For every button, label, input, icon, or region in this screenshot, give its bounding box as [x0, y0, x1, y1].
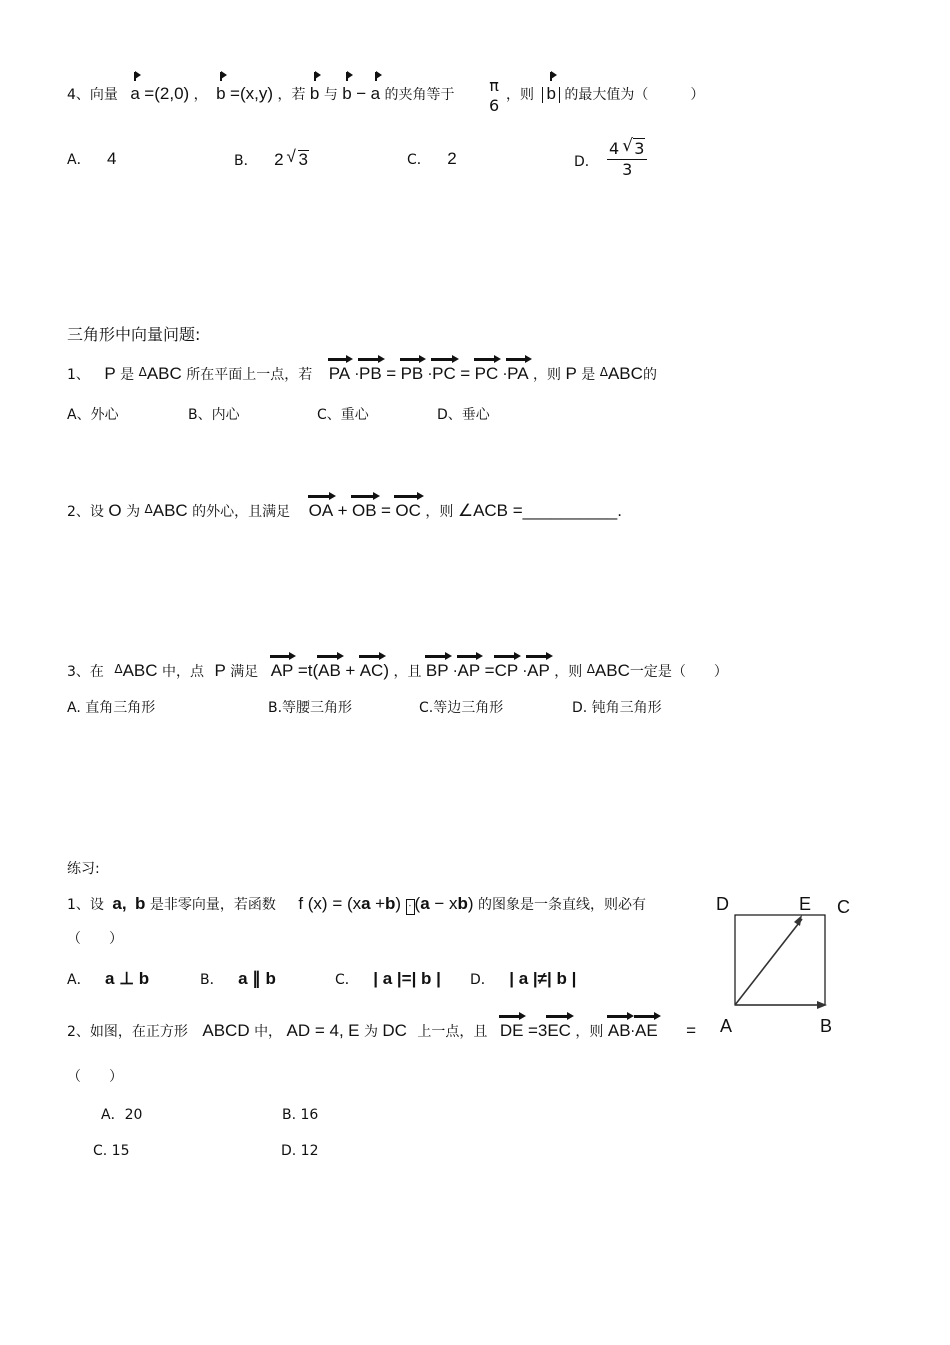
q4-option-b: B． 2√ 3	[234, 150, 309, 170]
p2-option-b: B. 16	[282, 1107, 319, 1123]
dot-box: ⋅	[406, 899, 415, 915]
vec-b3: b	[342, 84, 352, 103]
t1-option-b: B、内心	[188, 407, 240, 423]
six: 6	[489, 96, 500, 115]
label-a: A	[720, 1016, 733, 1036]
q4-option-a: A． 4	[67, 149, 117, 168]
square-diagram	[706, 884, 866, 1044]
q4-number: 4、向量	[67, 87, 118, 103]
pi: π	[489, 76, 499, 95]
ze-text: ，则	[506, 87, 534, 103]
t2-line: 2、设 O 为 ΔABC 的外心，且满足 OA + OB = OC ，则 ∠ACB =__________.	[67, 501, 622, 520]
t1-option-a: A、外心	[67, 407, 119, 423]
ruo-text: ，若	[277, 87, 306, 103]
q4-option-d-label: D．	[574, 154, 599, 170]
vector-ae	[735, 919, 802, 1005]
triangle-symbol: Δ	[138, 365, 147, 379]
p1-paren: （ ）	[67, 931, 123, 947]
q4-fraction	[486, 76, 502, 116]
a-value: =(2,0)	[144, 84, 190, 103]
t3-line: 3、在 ΔABC 中，点 P 满足 AP =t(AB + AC) ，且 BP ·AP =CP ·AP ，则 ΔABC一定是（ ）	[67, 661, 728, 680]
vec-a2: a	[370, 84, 381, 103]
p1-option-d: D． | a |≠| b |	[470, 969, 577, 988]
p2-option-d: D. 12	[281, 1143, 319, 1159]
yu-text: 与	[323, 87, 338, 103]
abs-b: b	[542, 87, 559, 103]
comma: ，	[193, 87, 208, 103]
p1-option-c: C． | a |=| b |	[335, 969, 441, 988]
label-c: C	[837, 897, 850, 917]
section-title: 三角形中向量问题:	[67, 325, 201, 344]
t3-option-d: D. 钝角三角形	[572, 700, 662, 716]
label-d: D	[716, 894, 729, 914]
angle-text: 的夹角等于	[384, 87, 455, 103]
vec-a: a	[130, 84, 140, 103]
t3-option-c: C.等边三角形	[419, 700, 504, 716]
max-text: 的最大值为（ ）	[564, 87, 705, 103]
p2-option-c: C. 15	[93, 1143, 130, 1159]
practice-title: 练习:	[67, 861, 100, 877]
p1-option-b: B． a ∥ b	[200, 969, 276, 988]
t1-line: 1、 P 是 ΔABC 所在平面上一点，若 PA ·PB = PB ·PC = PC ·PA ，则 P 是 ΔABC的	[67, 364, 657, 383]
t3-option-a: A. 直角三角形	[67, 700, 156, 716]
square-abcd	[735, 915, 825, 1005]
vec-b: b	[216, 84, 226, 103]
t3-option-b: B.等腰三角形	[268, 700, 353, 716]
q4-tail	[506, 85, 704, 104]
q4-option-d-frac: $\frac{4√ 3}{3}$	[604, 138, 650, 180]
p1-option-a: A． a ⊥ b	[67, 969, 150, 988]
q4-line	[67, 85, 455, 104]
label-b: B	[820, 1016, 833, 1036]
b-value: =(x,y)	[230, 84, 273, 103]
label-e: E	[799, 894, 812, 914]
p2-option-a: A．20	[101, 1107, 143, 1123]
p2-line: 2、如图，在正方形 ABCD 中， AD = 4, E 为 DC 上一点，且 DE =3EC ，则 AB·AE =	[67, 1021, 697, 1040]
minus-sign: −	[356, 84, 367, 103]
t1-option-c: C、重心	[317, 407, 369, 423]
p2-paren: （ ）	[67, 1069, 123, 1085]
vector-ae-arrowhead	[794, 915, 802, 926]
vec-b2: b	[309, 84, 320, 103]
q4-option-c: C． 2	[407, 149, 457, 168]
p1-line: 1、设 a, b 是非零向量，若函数 f (x) = (xa +b) ⋅ (a − xb) 的图象是一条直线，则必有	[67, 894, 647, 913]
t1-option-d: D、垂心	[437, 407, 490, 423]
